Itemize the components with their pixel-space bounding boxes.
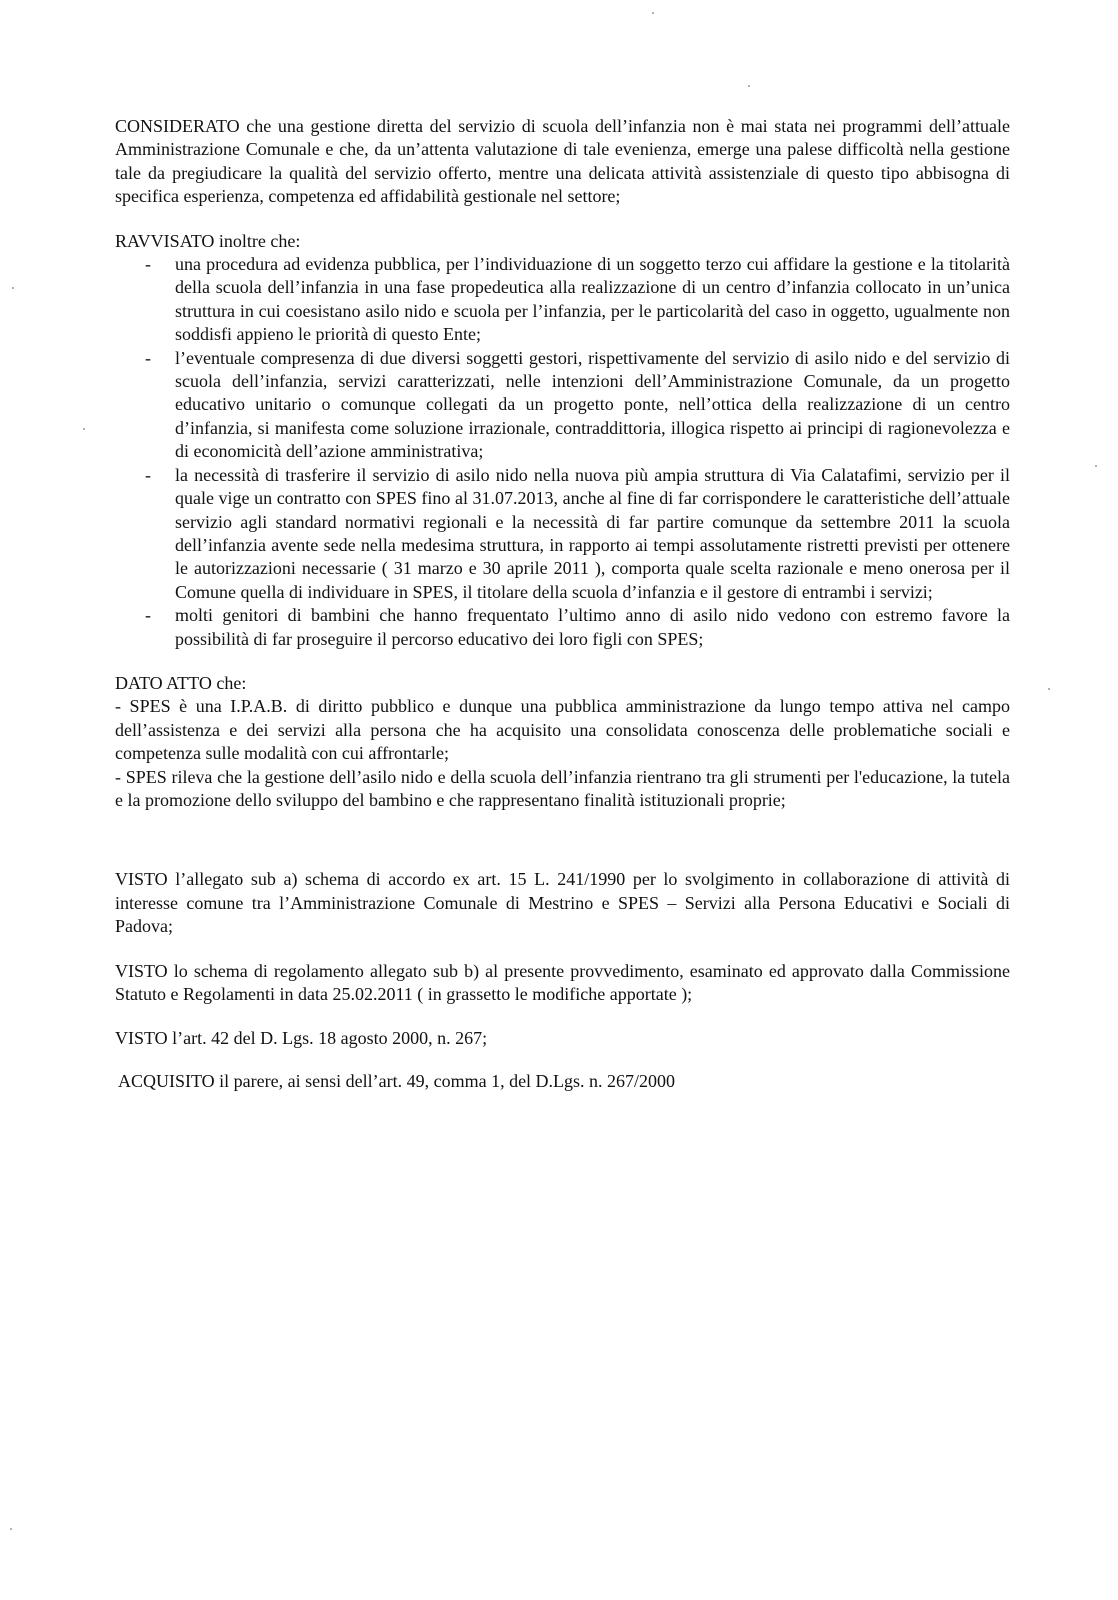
ravvisato-item-2	[145, 347, 1010, 464]
dato-atto-item-1: - SPES è una I.P.A.B. di diritto pubblico e dunque una pubblica amministrazione da lungo tempo attiva nel campo dell’assistenza e dei servizi alla persona che ha acquisito una consolidata conoscenza delle problematiche sociali e competenza sulle modalità con cui affrontarle;	[115, 696, 1010, 764]
scan-speck	[10, 1528, 12, 1530]
ravvisato-section	[115, 230, 1010, 651]
considerato-paragraph: CONSIDERATO che una gestione diretta del servizio di scuola dell’infanzia non è mai stata nei programmi dell’attuale Amministrazione Comunale e che, da un’attenta valutazione di tale evenienza, emerge una palese difficoltà nella gestione tale da pregiudicare la qualità del servizio offerto, mentre una delicata attività assistenziale di questo tipo abbisogna di specifica esperienza, competenza ed affidabilità gestionale nel settore;	[115, 116, 1010, 207]
ravvisato-item-text: una procedura ad evidenza pubblica, per l’individuazione di un soggetto terzo cui affidare la gestione e la titolarità della scuola dell’infanzia in una fase propedeutica alla realizzazione di un centro d’infanzia collocato in un’unica struttura in cui coesistano asilo nido e scuola per l’infanzia, per le particolarità del caso in oggetto, ugualmente non soddisfi appieno le priorità di questo Ente;	[175, 254, 1010, 345]
ravvisato-item-3	[145, 464, 1010, 604]
scan-speck	[12, 287, 14, 289]
ravvisato-item-text: la necessità di trasferire il servizio di asilo nido nella nuova più ampia struttura di Via Calatafimi, servizio per il quale vige un contratto con SPES fino al 31.07.2013, anche al fine di far corrispondere le caratteristiche dell’attuale servizio agli standard normativi regionali e la necessità di far partire comunque da settembre 2011 la scuola dell’infanzia avente sede nella medesima struttura, in rapporto ai tempi assolutamente ristretti previsti per ottenere le autorizzazioni necessarie ( 31 marzo e 30 aprile 2011 ), comporta quale scelta razionale e meno onerosa per il Comune quella di individuare in SPES, il titolare della scuola d’infanzia e il gestore di entrambi i servizi;	[175, 464, 1010, 602]
dato-atto-section	[115, 672, 1010, 812]
document-page	[115, 115, 1010, 1093]
ravvisato-item-1	[145, 253, 1010, 347]
dato-atto-heading: DATO ATTO che:	[115, 672, 247, 693]
dash-bullet: -	[145, 464, 151, 485]
dash-bullet: -	[145, 347, 151, 368]
visto-regolamento-paragraph: VISTO lo schema di regolamento allegato sub b) al presente provvedimento, esaminato ed approvato dalla Commissione Statuto e Regolamenti in data 25.02.2011 ( in grassetto le modifiche apportate );	[115, 960, 1010, 1004]
scan-speck	[748, 85, 750, 87]
scan-speck	[652, 12, 654, 14]
ravvisato-item-4	[145, 604, 1010, 651]
visto-allegato-a-paragraph: VISTO l’allegato sub a) schema di accordo ex art. 15 L. 241/1990 per lo svolgimento in collaborazione di attività di interesse comune tra l’Amministrazione Comunale di Mestrino e SPES – Servizi alla Persona Educativi e Sociali di Padova;	[115, 869, 1010, 937]
dato-atto-item-2: - SPES rileva che la gestione dell’asilo nido e della scuola dell’infanzia rientrano tra gli strumenti per l'educazione, la tutela e la promozione dello sviluppo del bambino e che rappresentano finalità istituzionali proprie;	[115, 766, 1010, 810]
scan-speck	[1095, 465, 1097, 467]
scan-speck	[83, 428, 85, 430]
acquisito-paragraph: ACQUISITO il parere, ai sensi dell’art. 49, comma 1, del D.Lgs. n. 267/2000	[118, 1070, 676, 1091]
ravvisato-list	[115, 253, 1010, 651]
scan-speck	[1048, 688, 1050, 690]
visto-art42-paragraph: VISTO l’art. 42 del D. Lgs. 18 agosto 2000, n. 267;	[115, 1028, 488, 1049]
ravvisato-item-text: molti genitori di bambini che hanno frequentato l’ultimo anno di asilo nido vedono con estremo favore la possibilità di far proseguire il percorso educativo dei loro figli con SPES;	[175, 605, 1010, 649]
dash-bullet: -	[145, 605, 151, 626]
ravvisato-item-text: l’eventuale compresenza di due diversi soggetti gestori, rispettivamente del servizio di asilo nido e del servizio di scuola dell’infanzia, servizi caratterizzati, nelle intenzioni dell’Amministrazione Comunale, da un progetto educativo unitario o comunque collegati da un progetto ponte, nell’ottica della realizzazione di un centro d’infanzia, si manifesta come soluzione irrazionale, contraddittoria, illogica rispetto ai principi di ragionevolezza e di economicità dell’azione amministrativa;	[175, 347, 1010, 462]
dash-bullet: -	[145, 254, 151, 275]
ravvisato-heading: RAVVISATO inoltre che:	[115, 230, 301, 251]
